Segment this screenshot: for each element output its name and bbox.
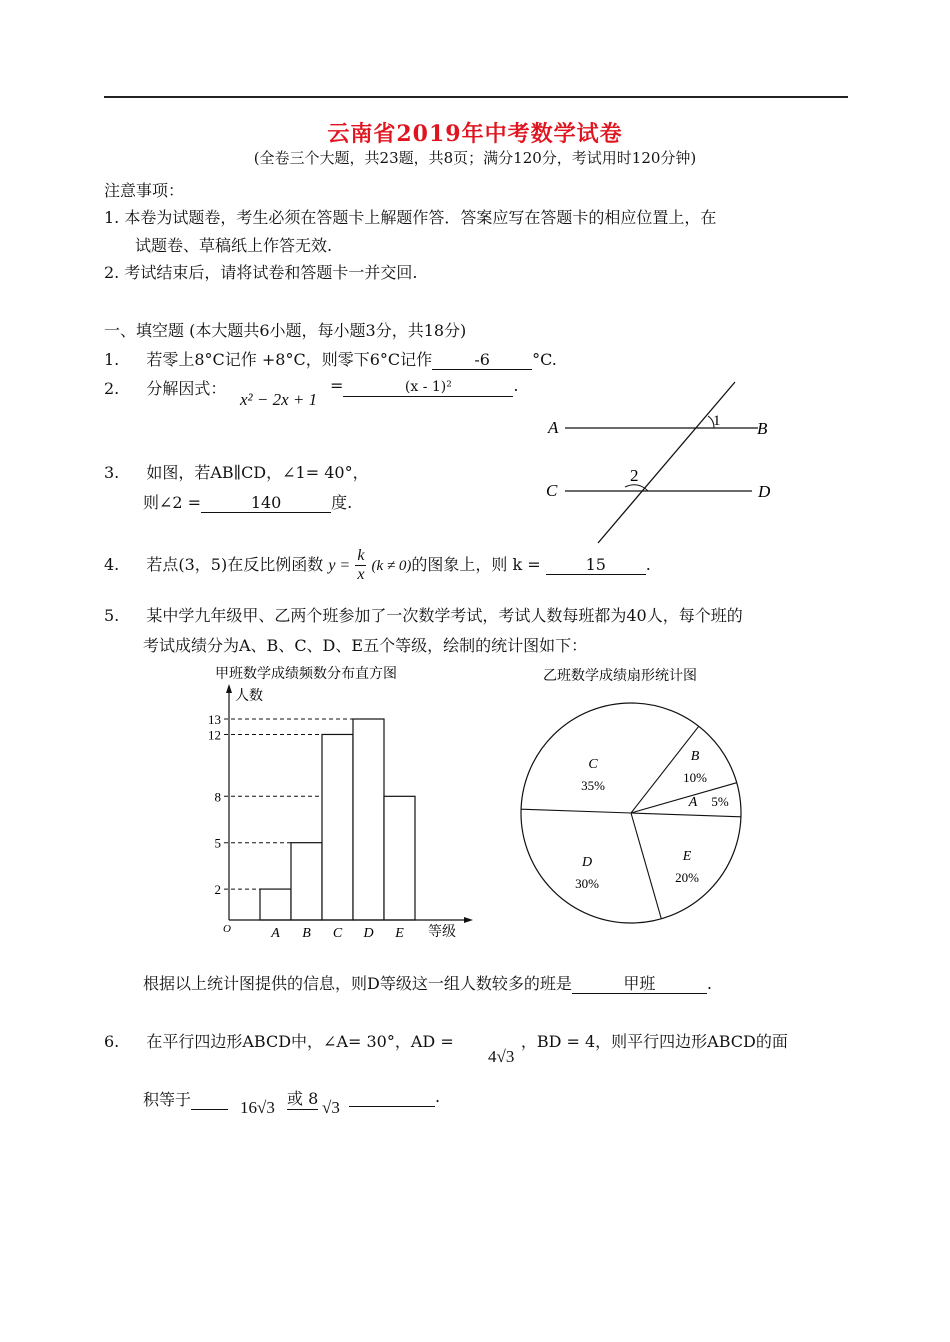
histogram-bars bbox=[208, 712, 415, 941]
q1-tail: °C. bbox=[532, 350, 557, 369]
histogram-title: 甲班数学成绩频数分布直方图 bbox=[215, 666, 397, 682]
pie-percent-C: 35% bbox=[581, 778, 605, 793]
x-tick-label: D bbox=[363, 926, 374, 941]
pie-percent-D: 30% bbox=[575, 876, 599, 891]
q5-conclusion-text: 根据以上统计图提供的信息，则D等级这一组人数较多的班是 bbox=[143, 974, 572, 993]
y-tick-label: 2 bbox=[214, 882, 221, 898]
q2-label bbox=[104, 376, 226, 399]
x-tick-label: C bbox=[332, 926, 343, 941]
q1 bbox=[104, 347, 557, 370]
bar-B bbox=[291, 843, 322, 920]
y-axis-arrow bbox=[226, 684, 232, 693]
q4-text-post: 的图象上，则 k = bbox=[411, 555, 541, 574]
label-a: A bbox=[548, 418, 559, 437]
note-1-line1: 1. 本卷为试题卷，考生必须在答题卡上解题作答．答案应写在答题卡的相应位置上，在 bbox=[104, 208, 717, 227]
q6-ad-value: 4√3 bbox=[488, 1047, 515, 1066]
q6-tail: . bbox=[435, 1087, 441, 1106]
histogram-ylabel: 人数 bbox=[235, 688, 263, 704]
q4-numerator: k bbox=[357, 547, 365, 564]
bar-C bbox=[322, 734, 353, 920]
angle1-label: 1 bbox=[713, 413, 721, 429]
note-1-line2: 试题卷、草稿纸上作答无效. bbox=[135, 236, 333, 255]
section1-heading: 一、填空题 (本大题共6小题，每小题3分，共18分) bbox=[104, 321, 467, 340]
q1-number: 1. bbox=[104, 350, 120, 369]
x-axis-arrow bbox=[464, 917, 473, 923]
transversal bbox=[598, 382, 735, 543]
q6-answer-1: 16√3 bbox=[240, 1098, 275, 1117]
note-2: 2. 考试结束后，请将试卷和答题卡一并交回. bbox=[104, 263, 418, 282]
q4-number: 4. bbox=[104, 555, 120, 574]
q4-tail: . bbox=[645, 555, 651, 574]
q2-eq: = bbox=[330, 376, 344, 395]
label-c: C bbox=[546, 481, 558, 500]
page-title: 云南省2019年中考数学试卷 bbox=[327, 121, 623, 147]
pie-percent-A: 5% bbox=[711, 794, 729, 809]
y-tick-label: 12 bbox=[208, 727, 221, 743]
label-b: B bbox=[757, 419, 768, 438]
q6-blank-2 bbox=[349, 1087, 435, 1107]
y-tick-label: 8 bbox=[214, 789, 221, 805]
q2-answer-line bbox=[330, 376, 519, 397]
x-tick-label: E bbox=[395, 926, 404, 941]
q5-number: 5. bbox=[104, 606, 120, 625]
label-d: D bbox=[758, 482, 771, 501]
q3-number: 3. bbox=[104, 463, 120, 482]
q6-line2-text: 积等于 bbox=[143, 1090, 192, 1109]
q4-y: y = bbox=[328, 557, 351, 574]
q1-text: 若零上8°C记作 +8°C，则零下6°C记作 bbox=[146, 350, 433, 369]
q1-answer: -6 bbox=[432, 351, 532, 370]
q6-text: 在平行四边形ABCD中，∠A= 30°，AD = bbox=[146, 1032, 454, 1051]
y-tick-label: 13 bbox=[208, 712, 221, 727]
q3-line1 bbox=[104, 460, 369, 483]
parallel-lines-figure bbox=[530, 375, 790, 550]
q2-number: 2. bbox=[104, 379, 120, 398]
q4-denominator: x bbox=[357, 566, 365, 583]
q5-answer: 甲班 bbox=[572, 975, 707, 994]
pie-label-B: B bbox=[690, 749, 700, 764]
q3-text2: 则∠2 = bbox=[143, 493, 202, 512]
bar-E bbox=[384, 796, 415, 920]
pie-label-D: D bbox=[581, 855, 593, 870]
page-subtitle: (全卷三个大题，共23题，共8页；满分120分，考试用时120分钟) bbox=[253, 149, 697, 167]
q6-tail-line bbox=[349, 1087, 440, 1107]
q6-text-mid: ，BD = 4，则平行四边形ABCD的面 bbox=[520, 1032, 788, 1051]
q4-text-pre: 若点(3，5)在反比例函数 bbox=[146, 555, 324, 574]
pie-chart bbox=[515, 660, 755, 930]
histogram-chart bbox=[195, 660, 485, 945]
pie-slices bbox=[521, 703, 741, 923]
q4-answer: 15 bbox=[546, 556, 646, 575]
bar-A bbox=[260, 889, 291, 920]
q2-answer: (x - 1)² bbox=[343, 378, 513, 397]
q4 bbox=[104, 547, 651, 584]
x-tick-label: B bbox=[302, 926, 311, 941]
q6-line1 bbox=[104, 1029, 788, 1052]
pie-label-A: A bbox=[688, 795, 698, 810]
angle2-arc bbox=[625, 485, 648, 491]
q3-answer: 140 bbox=[201, 494, 331, 513]
q2-expression: x² − 2x + 1 bbox=[240, 390, 318, 409]
pie-percent-B: 10% bbox=[683, 770, 707, 785]
q6-or: 或 8 bbox=[287, 1086, 318, 1110]
q6-line2 bbox=[143, 1087, 228, 1110]
q6-number: 6. bbox=[104, 1032, 120, 1051]
top-rule bbox=[104, 96, 848, 98]
histogram-origin: O bbox=[223, 923, 231, 935]
x-tick-label: A bbox=[271, 926, 280, 941]
q5-line1 bbox=[104, 603, 743, 626]
pie-label-E: E bbox=[682, 849, 692, 864]
y-tick-label: 5 bbox=[214, 835, 221, 851]
q5-tail: . bbox=[706, 974, 712, 993]
q5-text1: 某中学九年级甲、乙两个班参加了一次数学考试，考试人数每班都为40人，每个班的 bbox=[146, 606, 743, 625]
q2-tail: . bbox=[513, 376, 519, 395]
histogram-xlabel: 等级 bbox=[428, 924, 456, 940]
q5-conclusion bbox=[143, 971, 712, 994]
q4-fraction bbox=[355, 547, 366, 584]
notes-heading: 注意事项： bbox=[104, 181, 185, 200]
q2-text: 分解因式： bbox=[146, 379, 227, 398]
q6-answer-2: √3 bbox=[322, 1098, 340, 1117]
q4-condition: (k ≠ 0) bbox=[371, 558, 412, 574]
pie-label-C: C bbox=[588, 757, 598, 772]
pie-percent-E: 20% bbox=[675, 870, 699, 885]
q3-text: 如图，若AB∥CD，∠1= 40°， bbox=[146, 463, 369, 482]
q3-tail: 度. bbox=[331, 493, 353, 512]
bar-D bbox=[353, 719, 384, 920]
q3-line2 bbox=[143, 490, 352, 513]
pie-title: 乙班数学成绩扇形统计图 bbox=[543, 668, 697, 684]
q5-line2: 考试成绩分为A、B、C、D、E五个等级，绘制的统计图如下： bbox=[143, 636, 588, 655]
angle2-label: 2 bbox=[630, 466, 639, 485]
q6-blank-1 bbox=[191, 1090, 228, 1110]
